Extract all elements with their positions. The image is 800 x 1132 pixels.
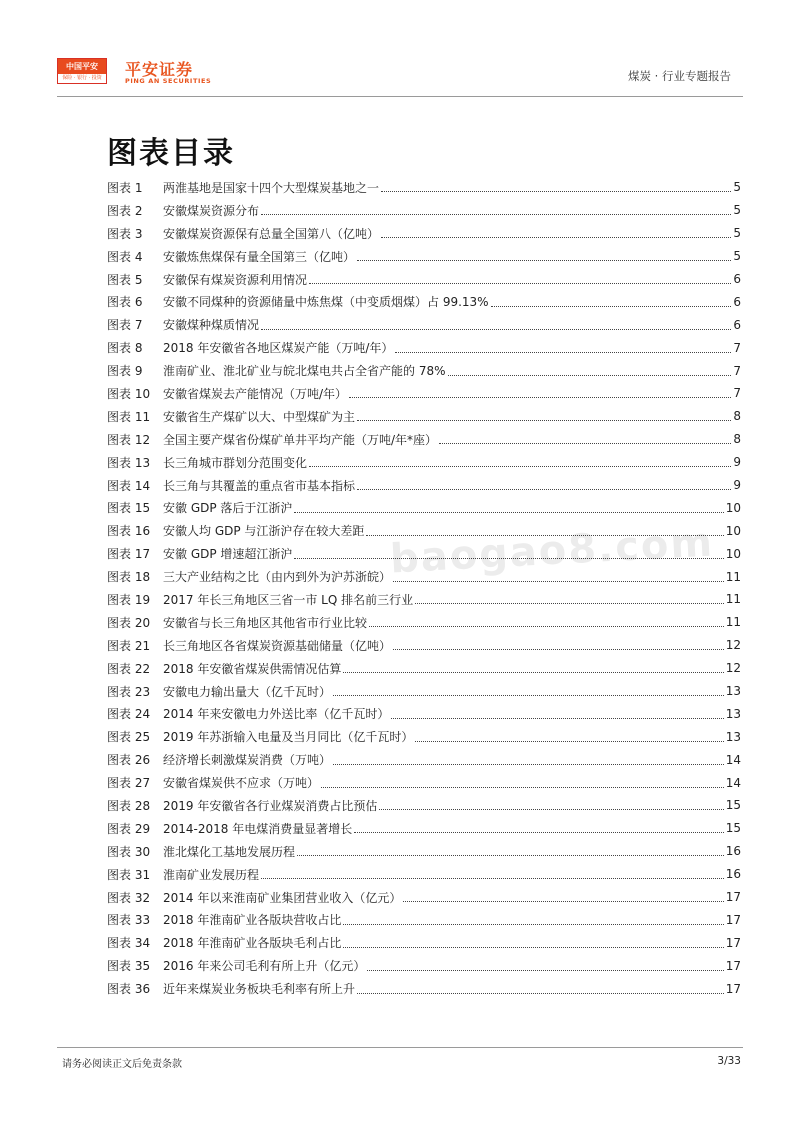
toc-entry-page: 11 (725, 592, 741, 607)
toc-entry-label: 图表 20 (107, 615, 151, 630)
toc-entry-title: 2018 年淮南矿业各版块毛利占比 (163, 936, 342, 951)
toc-entry-title: 安徽人均 GDP 与江浙沪存在较大差距 (163, 524, 365, 539)
toc-entry-title: 安徽省与长三角地区其他省市行业比较 (163, 615, 368, 630)
toc-entry[interactable] (107, 199, 741, 222)
toc-entry-title: 安徽省煤炭供不应求（万吨） (163, 776, 320, 791)
toc-entry-label: 图表 6 (107, 295, 143, 310)
toc-entry-title: 2019 年苏浙输入电量及当月同比（亿千瓦时） (163, 730, 414, 745)
toc-entry-leader (343, 671, 723, 673)
toc-entry-label: 图表 22 (107, 661, 151, 676)
toc-entry-leader (321, 786, 724, 788)
toc-entry-label: 图表 9 (107, 364, 143, 379)
toc-entry-leader (261, 877, 724, 879)
toc-entry[interactable] (107, 336, 741, 359)
toc-entry-label: 图表 15 (107, 501, 151, 516)
toc-entry-label: 图表 29 (107, 821, 151, 836)
toc-entry-label: 图表 25 (107, 730, 151, 745)
toc-entry-title: 长三角城市群划分范围变化 (163, 455, 308, 470)
toc-entry-leader (415, 602, 724, 604)
toc-entry-label: 图表 21 (107, 638, 151, 653)
toc-entry[interactable] (107, 176, 741, 199)
footer-page-number: 3/33 (717, 1055, 741, 1067)
toc-entry[interactable] (107, 451, 741, 474)
toc-entry-title: 安徽省生产煤矿以大、中型煤矿为主 (163, 409, 356, 424)
brand-name-en: PING AN SECURITIES (125, 77, 212, 85)
toc-entry-leader (448, 374, 732, 376)
toc-entry[interactable] (107, 794, 741, 817)
toc-entry[interactable] (107, 863, 741, 886)
toc-entry[interactable] (107, 474, 741, 497)
toc-entry-title: 长三角地区各省煤炭资源基础储量（亿吨） (163, 638, 392, 653)
toc-entry-leader (415, 740, 723, 742)
toc-entry-title: 2014 年以来淮南矿业集团营业收入（亿元） (163, 890, 402, 905)
toc-entry-leader (357, 992, 724, 994)
toc-entry-page: 9 (733, 478, 741, 493)
toc-entry[interactable] (107, 977, 741, 1000)
toc-entry[interactable] (107, 588, 741, 611)
toc-entry-page: 5 (733, 249, 741, 264)
toc-entry-page: 9 (733, 455, 741, 470)
toc-entry-title: 全国主要产煤省份煤矿单井平均产能（万吨/年*座） (163, 432, 438, 447)
toc-entry-page: 13 (725, 684, 741, 699)
toc-entry-label: 图表 3 (107, 226, 143, 241)
toc-entry-title: 安徽不同煤种的资源储量中炼焦煤（中变质烟煤）占 99.13% (163, 295, 489, 310)
toc-entry-label: 图表 34 (107, 936, 151, 951)
toc-entry-page: 6 (733, 294, 741, 309)
toc-entry-label: 图表 10 (107, 386, 151, 401)
toc-entry-page: 5 (733, 203, 741, 218)
toc-entry-title: 淮北煤化工基地发展历程 (163, 844, 296, 859)
toc-entry-page: 14 (725, 775, 741, 790)
toc-entry-page: 10 (725, 523, 741, 538)
toc-entry-title: 安徽煤种煤质情况 (163, 318, 260, 333)
toc-entry[interactable] (107, 290, 741, 313)
toc-entry-title: 安徽保有煤炭资源利用情况 (163, 272, 308, 287)
toc-entry-page: 17 (725, 981, 741, 996)
toc-entry-leader (369, 625, 724, 627)
toc-entry-page: 11 (725, 569, 741, 584)
toc-entry-label: 图表 5 (107, 272, 143, 287)
toc-entry-label: 图表 24 (107, 707, 151, 722)
toc-entry-page: 6 (733, 272, 741, 286)
toc-entry-page: 8 (733, 409, 741, 424)
toc-entry-page: 10 (725, 500, 741, 515)
page-title: 图表目录 (107, 136, 235, 171)
toc-entry-label: 图表 23 (107, 684, 151, 699)
toc-entry[interactable] (107, 359, 741, 382)
toc-entry-label: 图表 16 (107, 524, 151, 539)
toc-entry-leader (297, 854, 724, 856)
toc-entry[interactable] (107, 909, 741, 932)
toc-entry-leader (379, 808, 723, 810)
report-tag: 煤炭 · 行业专题报告 (628, 69, 731, 83)
toc-entry-page: 11 (725, 615, 741, 630)
toc-entry-page: 7 (733, 363, 741, 378)
toc-entry-label: 图表 26 (107, 753, 151, 768)
toc-entry[interactable] (107, 313, 741, 336)
toc-entry-leader (395, 351, 731, 353)
toc-entry-leader (309, 282, 731, 284)
toc-entry-label: 图表 28 (107, 798, 151, 813)
toc-entry[interactable] (107, 428, 741, 451)
toc-entry-leader (354, 831, 723, 833)
toc-entry-page: 17 (725, 958, 741, 973)
toc-entry-title: 2014-2018 年电煤消费量显著增长 (163, 821, 353, 836)
toc-entry-leader (381, 236, 731, 238)
toc-entry[interactable] (107, 886, 741, 909)
logo-badge-top: 中国平安 (58, 59, 106, 74)
toc-entry-leader (367, 969, 723, 971)
toc-entry[interactable] (107, 840, 741, 863)
toc-entry[interactable] (107, 702, 741, 725)
toc-entry-label: 图表 13 (107, 455, 151, 470)
toc-entry-title: 2018 年淮南矿业各版块营收占比 (163, 913, 342, 928)
toc-entry-label: 图表 19 (107, 592, 151, 607)
toc-entry-leader (403, 900, 723, 902)
toc-entry-page: 13 (725, 729, 741, 744)
toc-entry-title: 2019 年安徽省各行业煤炭消费占比预估 (163, 798, 378, 813)
watermark: baogao8.com (389, 519, 716, 583)
toc-entry-title: 2016 年来公司毛利有所上升（亿元） (163, 959, 366, 974)
toc-entry[interactable] (107, 634, 741, 657)
toc-entry-leader (333, 763, 724, 765)
toc-entry-leader (294, 511, 723, 513)
toc-entry-leader (381, 190, 731, 192)
toc-entry-page: 17 (725, 935, 741, 950)
toc-entry-leader (343, 923, 723, 925)
toc-entry-page: 5 (733, 180, 741, 195)
toc-entry-title: 经济增长刺激煤炭消费（万吨） (163, 753, 332, 768)
toc-entry-label: 图表 18 (107, 570, 151, 585)
toc-entry-leader (391, 717, 723, 719)
toc-entry-leader (491, 305, 732, 307)
toc-entry-page: 5 (733, 226, 741, 241)
toc-entry-label: 图表 14 (107, 478, 151, 493)
toc-entry-leader (357, 419, 731, 421)
toc-entry[interactable] (107, 245, 741, 268)
toc-entry-leader (349, 396, 731, 398)
toc-entry[interactable] (107, 657, 741, 680)
toc-entry-title: 2018 年安徽省各地区煤炭产能（万吨/年） (163, 341, 394, 356)
toc-entry-leader (261, 328, 731, 330)
toc-entry-label: 图表 31 (107, 867, 151, 882)
toc-entry-title: 安徽 GDP 落后于江浙沪 (163, 501, 293, 516)
toc-entry[interactable] (107, 725, 741, 748)
toc-entry-leader (357, 488, 731, 490)
toc-entry-label: 图表 2 (107, 203, 143, 218)
toc-entry-page: 17 (725, 912, 741, 927)
toc-entry-leader (309, 465, 731, 467)
toc-entry[interactable] (107, 611, 741, 634)
toc-entry-page: 15 (725, 821, 741, 836)
toc-entry-leader (439, 442, 731, 444)
toc-entry-label: 图表 35 (107, 959, 151, 974)
toc-entry-leader (357, 259, 731, 261)
toc-entry-title: 2017 年长三角地区三省一市 LQ 排名前三行业 (163, 592, 414, 607)
toc-entry[interactable] (107, 954, 741, 977)
toc-entry-label: 图表 32 (107, 890, 151, 905)
toc-entry-title: 安徽 GDP 增速超江浙沪 (163, 547, 293, 562)
toc-entry-label: 图表 8 (107, 341, 143, 356)
toc-entry-title: 安徽电力输出量大（亿千瓦时） (163, 684, 332, 699)
toc-entry-title: 两淮基地是国家十四个大型煤炭基地之一 (163, 180, 380, 195)
toc-list (107, 176, 741, 1000)
toc-entry-label: 图表 12 (107, 432, 151, 447)
toc-entry[interactable] (107, 680, 741, 703)
toc-entry-leader (393, 580, 724, 582)
toc-entry-page: 14 (725, 752, 741, 767)
toc-entry[interactable] (107, 748, 741, 771)
toc-entry-title: 淮南矿业发展历程 (163, 867, 260, 882)
ping-an-logo (57, 58, 107, 84)
toc-entry-title: 安徽煤炭资源保有总量全国第八（亿吨） (163, 226, 380, 241)
toc-entry-label: 图表 7 (107, 318, 143, 333)
toc-entry-page: 12 (725, 661, 741, 676)
toc-entry-leader (333, 694, 724, 696)
toc-entry-leader (393, 648, 724, 650)
page-header (57, 54, 743, 97)
logo-badge-bottom: 保险 · 银行 · 投资 (62, 75, 102, 81)
toc-entry-label: 图表 30 (107, 844, 151, 859)
toc-entry[interactable] (107, 817, 741, 840)
toc-entry-page: 15 (725, 798, 741, 813)
toc-entry[interactable] (107, 771, 741, 794)
footer-disclaimer: 请务必阅读正文后免责条款 (62, 1059, 182, 1070)
toc-entry[interactable] (107, 496, 741, 519)
toc-entry-label: 图表 27 (107, 776, 151, 791)
toc-entry-label: 图表 1 (107, 180, 143, 195)
toc-entry-page: 12 (725, 638, 741, 653)
toc-entry-page: 7 (733, 386, 741, 401)
toc-entry-leader (261, 213, 731, 215)
toc-entry-title: 安徽炼焦煤保有量全国第三（亿吨） (163, 249, 356, 264)
toc-entry-label: 图表 33 (107, 913, 151, 928)
toc-entry[interactable] (107, 382, 741, 405)
toc-entry-title: 近年来煤炭业务板块毛利率有所上升 (163, 982, 356, 997)
toc-entry-title: 三大产业结构之比（由内到外为沪苏浙皖） (163, 570, 392, 585)
toc-entry[interactable] (107, 268, 741, 291)
toc-entry[interactable] (107, 405, 741, 428)
footer-divider (57, 1047, 743, 1048)
toc-entry-label: 图表 36 (107, 982, 151, 997)
toc-entry-title: 安徽煤炭资源分布 (163, 203, 260, 218)
toc-entry-title: 2018 年安徽省煤炭供需情况估算 (163, 661, 342, 676)
toc-entry-page: 17 (725, 890, 741, 905)
toc-entry-page: 10 (725, 546, 741, 561)
toc-entry-page: 16 (725, 844, 741, 859)
toc-entry-page: 7 (733, 340, 741, 355)
toc-entry-label: 图表 17 (107, 547, 151, 562)
toc-entry-leader (343, 946, 723, 948)
toc-entry-label: 图表 4 (107, 249, 143, 264)
toc-entry[interactable] (107, 931, 741, 954)
toc-entry-title: 长三角与其覆盖的重点省市基本指标 (163, 478, 356, 493)
brand-name-cn: 平安证券 (125, 60, 194, 79)
toc-entry[interactable] (107, 222, 741, 245)
toc-entry-page: 13 (725, 706, 741, 721)
toc-entry-page: 6 (733, 317, 741, 332)
toc-entry-label: 图表 11 (107, 409, 151, 424)
toc-entry-page: 8 (733, 432, 741, 447)
toc-entry-page: 16 (725, 867, 741, 882)
toc-entry-title: 淮南矿业、淮北矿业与皖北煤电共占全省产能的 78% (163, 364, 446, 379)
toc-entry-title: 2014 年来安徽电力外送比率（亿千瓦时） (163, 707, 390, 722)
toc-entry-title: 安徽省煤炭去产能情况（万吨/年） (163, 386, 348, 401)
